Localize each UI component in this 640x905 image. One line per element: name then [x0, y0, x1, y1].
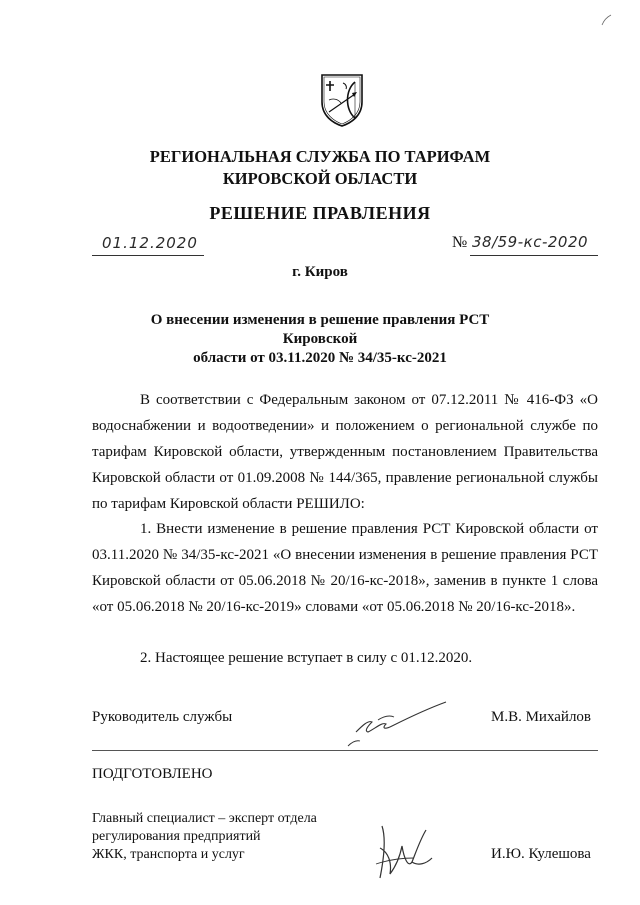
- subject-line-1: О внесении изменения в решение правления РСТ Кировской: [150, 312, 490, 347]
- organization-name: [0, 146, 640, 190]
- organization-line-1: РЕГИОНАЛЬНАЯ СЛУЖБА ПО ТАРИФАМ: [149, 147, 491, 166]
- document-subject: [120, 311, 520, 368]
- signatory-name: М.В. Михайлов: [491, 709, 592, 725]
- preparer-signature-icon: [368, 818, 440, 890]
- kirov-coat-of-arms-icon: [319, 72, 365, 128]
- signatory-position: Руководитель службы: [92, 709, 233, 725]
- preparer-title-line-2: регулирования предприятий: [92, 829, 261, 844]
- document-type-title: РЕШЕНИЕ ПРАВЛЕНИЯ: [209, 203, 431, 223]
- preparer-title: [92, 810, 317, 864]
- number-sign: №: [452, 234, 468, 251]
- preparer-title-line-3: ЖКК, транспорта и услуг: [92, 847, 245, 862]
- subject-line-2: области от 03.11.2020 № 34/35-кс-2021: [193, 350, 447, 366]
- paragraph-text: 1. Внести изменение в решение правления РСТ Кировской области от 03.11.2020 № 34/35-кс-2021 «О внесении изменения в решение правления РСТ Кировской области от 05.06.2018 № 20/16-кс-2018», заменив в пункте 1 слова «от 05.06.2018 № 20/16-кс-2019» словами «от 05.06.2018 № 20/16-кс-2018».: [92, 521, 598, 615]
- document-date: 01.12.2020: [102, 234, 198, 252]
- organization-line-2: КИРОВСКОЙ ОБЛАСТИ: [222, 169, 418, 188]
- signature-divider: [92, 750, 598, 751]
- paragraph-text: В соответствии с Федеральным законом от 07.12.2011 № 416-ФЗ «О водоснабжении и водоотведении» и положением о региональной службе по тарифам Кировской области, утвержденным постановлением Правительства Кировской области от 01.09.2008 № 144/365, правление региональной службы по тарифам Кировской области РЕШИЛО:: [92, 392, 598, 512]
- prepared-label: ПОДГОТОВЛЕНО: [92, 766, 213, 782]
- body-paragraph-2: [92, 516, 598, 620]
- body-paragraph-3: [92, 645, 598, 671]
- paragraph-text: 2. Настоящее решение вступает в силу с 01.12.2020.: [140, 650, 473, 666]
- document-number: 38/59-кс-2020: [472, 233, 589, 251]
- number-underline: [470, 255, 598, 256]
- body-paragraph-1: [92, 387, 598, 517]
- date-underline: [92, 255, 204, 256]
- preparer-title-line-1: Главный специалист – эксперт отдела: [92, 811, 317, 826]
- city-label: г. Киров: [292, 264, 348, 280]
- handwritten-signature-icon: [338, 698, 458, 750]
- preparer-name: И.Ю. Кулешова: [491, 846, 591, 862]
- corner-mark-icon: [600, 14, 612, 26]
